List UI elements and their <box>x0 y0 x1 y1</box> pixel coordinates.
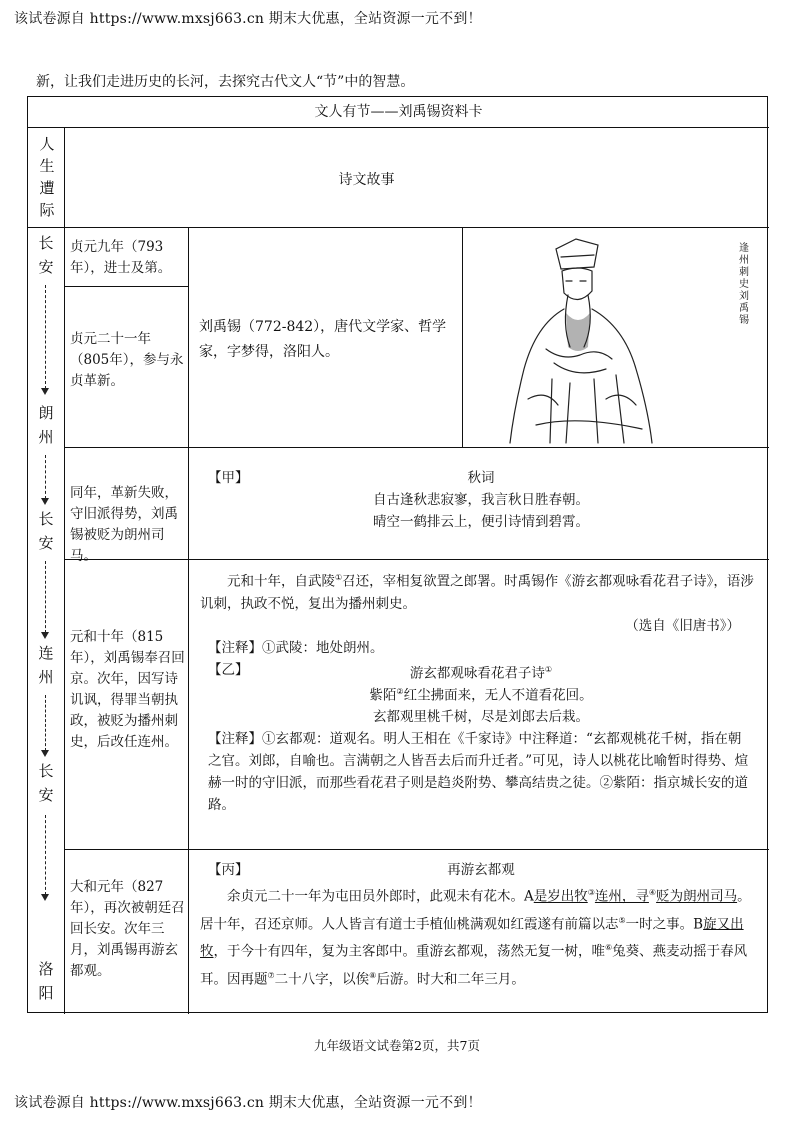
time-entry: 贞元二十一年（805年），参与永贞革新。 <box>70 331 184 389</box>
place-changan: 长安 <box>38 762 54 804</box>
poem-line: 晴空一鹤排云上，便引诗情到碧霄。 <box>373 514 589 530</box>
info-card <box>27 96 768 1013</box>
card-title: 文人有节——刘禹锡资料卡 <box>314 104 483 120</box>
poem-jia <box>200 467 762 533</box>
note-text: 【注释】①武陵：地处朗州。 <box>208 639 384 656</box>
poem-tag: 【乙】 <box>208 661 249 678</box>
note-ref: ① <box>335 573 343 582</box>
biography-text: 刘禹锡（772-842），唐代文学家、哲学家，字梦得，洛阳人。 <box>199 319 447 360</box>
down-arrow-icon <box>45 285 46 389</box>
portrait-inscription: 逢州刺史刘禹锡 <box>739 243 749 326</box>
down-arrow-icon <box>45 695 46 751</box>
note-ref: ⑧ <box>369 970 377 980</box>
grid-line <box>64 127 65 1014</box>
note-ref: ⑦ <box>267 970 275 980</box>
grid-line <box>64 849 769 850</box>
grid-line <box>28 227 769 228</box>
underlined-phrase-a: 贬为朗州司马 <box>656 888 738 905</box>
poem-text: 红尘拂面来，无人不道看花回。 <box>403 687 593 703</box>
prose-text: 后游。时大和二年三月。 <box>376 971 525 987</box>
place-langzhou: 朗州 <box>38 404 54 446</box>
note-ref: ⑥ <box>605 943 613 952</box>
time-entry: 元和十年（815年），刘禹锡奉召回京。次年，因写诗讥讽，得罪当朝执政，被贬为播州刺史，后改任连州。 <box>70 629 185 750</box>
down-arrow-icon <box>45 561 46 633</box>
note-text: 【注释】①玄都观：道观名。明人王相在《千家诗》中注释道：“玄都观桃花千树，指在朝之官。刘郎，自喻也。言满朝之人皆吾去后而升迁者。”可见，诗人以桃花比喻暂时得势、煊赫一时的守旧派，而那些看花君子则是趋炎附势、攀高结贵之徒。②紫陌：指京城长安的道路。 <box>208 731 749 813</box>
note-ref: ① <box>544 664 553 674</box>
prose-body <box>200 881 762 991</box>
grid-line <box>64 447 769 448</box>
intro-text: 新，让我们走进历史的长河，去探究古代文人“节”中的智慧。 <box>36 74 415 90</box>
text-bing-section <box>200 859 762 991</box>
column-head-story: 诗文故事 <box>338 172 395 188</box>
time-entry: 大和元年（827年），再次被朝廷召回长安。次年三月，刘禹锡再游玄都观。 <box>70 879 185 979</box>
poem-tag: 【甲】 <box>208 470 249 486</box>
prose-text: 。居十年，召还京师。人人皆言有道士手植仙桃满观如红霞遂有前篇以志 <box>200 888 751 932</box>
poem-text: 紫陌 <box>369 687 397 703</box>
prose-text: 召还，宰相复欲置之郎署。时禹锡作《游玄都观咏看花君子诗》，语涉讥刺，执政不悦，复出为播州刺史。 <box>200 573 754 612</box>
column-head-char: 遭 <box>39 179 55 197</box>
prose-text: 一时之事。B <box>625 916 704 932</box>
note-ref: ③ <box>587 888 595 897</box>
place-changan: 长安 <box>38 234 54 276</box>
history-prose <box>200 567 762 615</box>
place-changan: 长安 <box>38 510 54 552</box>
poem-line: 自古逢秋悲寂寥，我言秋日胜春朝。 <box>373 492 589 508</box>
time-entry: 贞元九年（793年），进士及第。 <box>70 239 172 276</box>
place-lianzhou: 连州 <box>38 644 54 686</box>
column-head-char: 生 <box>39 157 55 175</box>
note-ref: ⑤ <box>618 915 626 925</box>
page-footer: 九年级语文试卷第2页，共7页 <box>314 1038 480 1053</box>
prose-text: 兔葵、燕麦动摇于春风耳。因再题 <box>200 943 748 987</box>
column-head-char: 人 <box>39 135 55 153</box>
note-ref: ④ <box>648 888 657 897</box>
portrait-image <box>466 229 766 447</box>
note-ref: ② <box>396 686 404 696</box>
source-citation: （选自《旧唐书》） <box>625 617 740 634</box>
underlined-phrase-a: 连州，寻 <box>594 888 649 905</box>
time-entry: 同年，革新失败，守旧派得势，刘禹锡被贬为朗州司马。 <box>70 485 178 564</box>
journey-column <box>28 227 64 1014</box>
grid-line <box>28 127 769 128</box>
underlined-phrase-b: 旋又出牧 <box>200 916 744 960</box>
prose-tag: 【丙】 <box>208 862 249 878</box>
poem-line <box>200 681 762 707</box>
down-arrow-icon <box>45 815 46 895</box>
prose-text: 元和十年，自武陵 <box>227 573 335 590</box>
column-head-life <box>36 133 58 221</box>
down-arrow-icon <box>45 455 46 499</box>
text-yi-section <box>200 567 762 816</box>
grid-line <box>64 286 188 287</box>
underlined-phrase-a: 是岁出牧 <box>533 888 588 905</box>
poem-title-text: 游玄都观咏看花君子诗 <box>409 665 545 681</box>
prose-title: 再游玄都观 <box>447 862 515 878</box>
poem-title <box>200 659 762 685</box>
prose-text: ，于今十有四年，复为主客郎中。重游玄都观，荡然无复一树，唯 <box>213 943 605 960</box>
grid-line <box>462 227 463 447</box>
promo-banner-bottom: 该试卷源自 https://www.mxsj663.cn 期末大优惠，全站资源一元不到！ <box>14 1095 482 1111</box>
column-head-char: 际 <box>39 201 55 219</box>
prose-text: 余贞元二十一年为屯田员外郎时，此观未有花木。A <box>227 888 534 905</box>
promo-banner-top: 该试卷源自 https://www.mxsj663.cn 期末大优惠，全站资源一元不到！ <box>14 11 482 27</box>
grid-line <box>188 227 189 1014</box>
place-luoyang: 洛阳 <box>38 960 54 1002</box>
poem-line: 玄都观里桃千树，尽是刘郎去后栽。 <box>373 709 589 725</box>
scholar-portrait-icon <box>466 229 766 447</box>
poem-title: 秋词 <box>467 470 495 486</box>
prose-text: 二十八字，以俟 <box>274 971 370 987</box>
